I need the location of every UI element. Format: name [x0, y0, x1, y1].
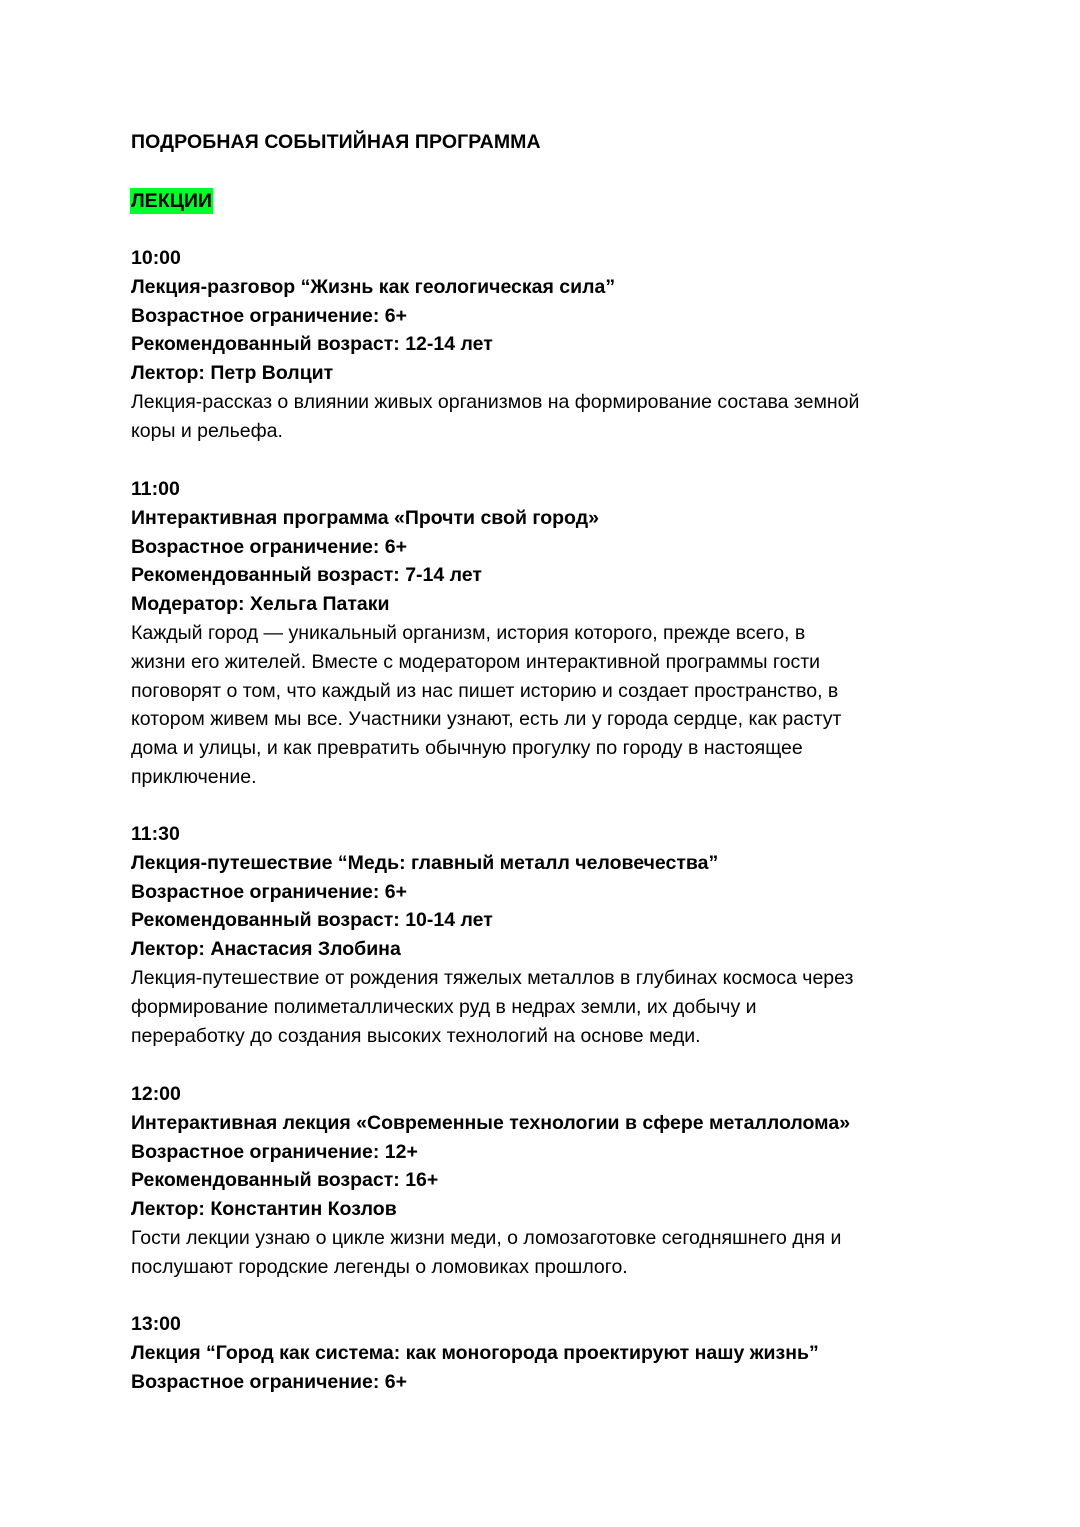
description-line: жизни его жителей. Вместе с модератором интерактивной программы гости — [131, 650, 821, 673]
event-time: 10:00 — [131, 247, 181, 269]
event-block — [131, 1080, 961, 1282]
event-description — [131, 388, 961, 446]
event-time: 11:00 — [131, 478, 180, 500]
event-host: Лектор: Анастасия Злобина — [131, 938, 401, 961]
event-title: Интерактивная лекция «Современные технологии в сфере металлолома» — [131, 1111, 851, 1134]
event-time: 13:00 — [131, 1313, 181, 1335]
event-title: Лекция “Город как система: как моногорода проектируют нашу жизнь” — [131, 1341, 819, 1364]
event-title: Интерактивная программа «Прочти свой город» — [131, 506, 599, 529]
event-block — [131, 475, 961, 792]
event-host: Лектор: Петр Волцит — [131, 362, 334, 385]
description-line: поговорят о том, что каждый из нас пишет историю и создает пространство, в — [131, 679, 839, 702]
event-age-limit: Возрастное ограничение: 6+ — [131, 535, 408, 558]
event-recommended-age: Рекомендованный возраст: 16+ — [131, 1169, 439, 1192]
event-time: 12:00 — [131, 1083, 181, 1105]
event-block — [131, 820, 961, 1050]
event-description — [131, 1224, 961, 1282]
event-block — [131, 1310, 961, 1396]
description-line: переработку до создания высоких технологий на основе меди. — [131, 1024, 701, 1047]
event-recommended-age: Рекомендованный возраст: 12-14 лет — [131, 333, 493, 356]
description-line: послушают городские легенды о ломовиках прошлого. — [131, 1255, 628, 1278]
event-age-limit: Возрастное ограничение: 6+ — [131, 1370, 408, 1393]
event-recommended-age: Рекомендованный возраст: 7-14 лет — [131, 564, 482, 587]
description-line: Каждый город — уникальный организм, история которого, прежде всего, в — [131, 621, 806, 644]
description-line: коры и рельефа. — [131, 419, 283, 442]
event-description — [131, 964, 961, 1050]
description-line: Гости лекции узнаю о цикле жизни меди, о ломозаготовке сегодняшнего дня и — [131, 1226, 842, 1249]
event-time: 11:30 — [131, 823, 180, 845]
event-host: Модератор: Хельга Патаки — [131, 593, 390, 616]
section-heading-lectures: ЛЕКЦИИ — [131, 190, 212, 212]
event-age-limit: Возрастное ограничение: 12+ — [131, 1140, 418, 1163]
description-line: Лекция-путешествие от рождения тяжелых металлов в глубинах космоса через — [131, 966, 854, 989]
event-block — [131, 244, 961, 446]
description-line: котором живем мы все. Участники узнают, есть ли у города сердце, как растут — [131, 708, 842, 731]
event-host: Лектор: Константин Козлов — [131, 1198, 397, 1221]
description-line: приключение. — [131, 765, 257, 788]
document-title: ПОДРОБНАЯ СОБЫТИЙНАЯ ПРОГРАММА — [131, 131, 541, 153]
event-title: Лекция-разговор “Жизнь как геологическая сила” — [131, 275, 616, 298]
event-recommended-age: Рекомендованный возраст: 10-14 лет — [131, 909, 493, 932]
description-line: дома и улицы, и как превратить обычную прогулку по городу в настоящее — [131, 737, 803, 760]
event-title: Лекция-путешествие “Медь: главный металл человечества” — [131, 851, 719, 874]
event-description — [131, 619, 961, 792]
description-line: формирование полиметаллических руд в недрах земли, их добычу и — [131, 995, 757, 1018]
description-line: Лекция-рассказ о влиянии живых организмов на формирование состава земной — [131, 390, 860, 413]
event-age-limit: Возрастное ограничение: 6+ — [131, 880, 408, 903]
event-age-limit: Возрастное ограничение: 6+ — [131, 304, 408, 327]
